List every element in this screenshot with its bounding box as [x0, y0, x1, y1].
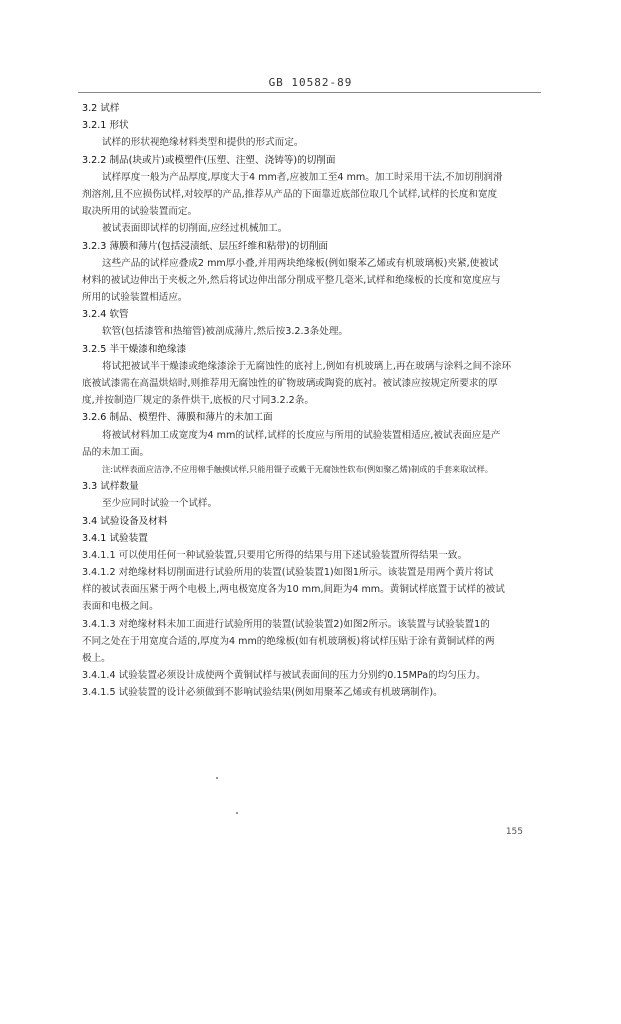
scan-speck [216, 777, 218, 779]
paragraph-line: 3.4.1.4 试验装置必须设计成使两个黄铜试样与被试表面间的压力分别约0.15MPa的均匀压力。 [82, 670, 486, 682]
paragraph-line: 这些产品的试样应叠成2 mm厚小叠,并用两块绝缘板(例如聚苯乙烯或有机玻璃板)夹紧,使被试 [102, 257, 499, 269]
paragraph-line: 底被试漆需在高温烘焙时,则推荐用无腐蚀性的矿物玻璃或陶瓷的底衬。被试漆应按规定所要求的厚 [82, 378, 498, 389]
paragraph-line: 品的未加工面。 [82, 446, 150, 458]
section-heading: 3.4.1 试验装置 [82, 532, 148, 544]
paragraph-line: 度,并按制造厂规定的条件烘干,底板的尺寸同3.2.2条。 [82, 395, 314, 407]
section-heading: 3.2.2 制品(块或片)或模塑件(压塑、注塑、浇铸等)的切削面 [82, 154, 336, 166]
section-heading: 3.2 试样 [82, 103, 120, 114]
paragraph-line: 试样的形状视绝缘材料类型和提供的形式而定。 [102, 137, 304, 149]
section-heading: 3.2.3 薄膜和薄片(包括浸渍纸、层压纤维和粘带)的切削面 [82, 240, 329, 252]
document-body [82, 100, 542, 702]
paragraph-line: 所用的试验装置相适应。 [82, 292, 188, 304]
paragraph-line: 不同之处在于用宽度合适的,厚度为4 mm的绝缘板(如有机玻璃板)将试样压贴于涂有黄铜试样的两 [82, 635, 495, 647]
paragraph-line: 被试表面即试样的切削面,应经过机械加工。 [102, 223, 288, 235]
section-heading: 3.2.5 半干燥漆和绝缘漆 [82, 343, 187, 355]
paragraph-line: 剂溶剂,且不应损伤试样,对较厚的产品,推荐从产品的下面靠近底部位取几个试样,试样的长度和宽度 [82, 188, 498, 200]
section-heading: 3.2.1 形状 [82, 120, 129, 132]
note-text: 注:试样表面应洁净,不应用棉手触摸试样,只能用镊子或戴于无腐蚀性软布(例如聚乙烯)制成的手套来取试样。 [102, 463, 493, 474]
paragraph-line: 至少应同时试验一个试样。 [102, 498, 218, 510]
paragraph-line: 样的被试表面压紧于两个电极上,两电极宽度各为10 mm,间距为4 mm。黄铜试样底置于试样的被试 [82, 584, 505, 596]
section-heading: 3.2.4 软管 [82, 309, 129, 321]
paragraph-line: 3.4.1.3 对绝缘材料未加工面进行试验所用的装置(试验装置2)如图2所示。该装置与试验装置1的 [82, 618, 490, 630]
scan-speck [236, 812, 238, 814]
paragraph-line: 表面和电极之间。 [82, 601, 159, 613]
section-heading: 3.2.6 制品、模塑件、薄膜和薄片的未加工面 [82, 412, 273, 424]
paragraph-line: 材料的被试边伸出于夹板之外,然后将试边伸出部分削成平整几毫米,试样和绝缘板的长度和宽度应与 [82, 274, 501, 286]
header-rule [78, 92, 541, 93]
paragraph-line: 极上。 [82, 653, 111, 664]
paragraph-line: 3.4.1.1 可以使用任何一种试验装置,只要用它所得的结果与用下述试验装置所得结果一致。 [82, 549, 468, 561]
paragraph-line: 3.4.1.5 试验装置的设计必须做到不影响试验结果(例如用聚苯乙烯或有机玻璃制作)。 [82, 687, 443, 699]
page-number: 155 [505, 827, 523, 837]
paragraph-line: 软管(包括漆管和热缩管)被剖成薄片,然后按3.2.3条处理。 [102, 326, 349, 338]
paragraph-line: 试样厚度一般为产品厚度,厚度大于4 mm者,应被加工至4 mm。加工时采用干法,不加切削润滑 [102, 171, 503, 183]
section-heading: 3.3 试样数量 [82, 481, 139, 493]
paragraph-line: 将试把被试半干燥漆或绝缘漆涂于无腐蚀性的底衬上,例如有机玻璃上,再在玻璃与涂料之间不涂环 [102, 360, 512, 372]
paragraph-line: 3.4.1.2 对绝缘材料切削面进行试验所用的装置(试验装置1)如图1所示。该装置是用两个黄片将试 [82, 567, 494, 579]
paragraph-line: 将被试材料加工成宽度为4 mm的试样,试样的长度应与所用的试验装置相适应,被试表面应是产 [102, 429, 501, 441]
standard-code-header: GB 10582-89 [268, 76, 353, 89]
paragraph-line: 取决所用的试验装置而定。 [82, 206, 198, 218]
section-heading: 3.4 试验设备及材料 [82, 515, 168, 527]
